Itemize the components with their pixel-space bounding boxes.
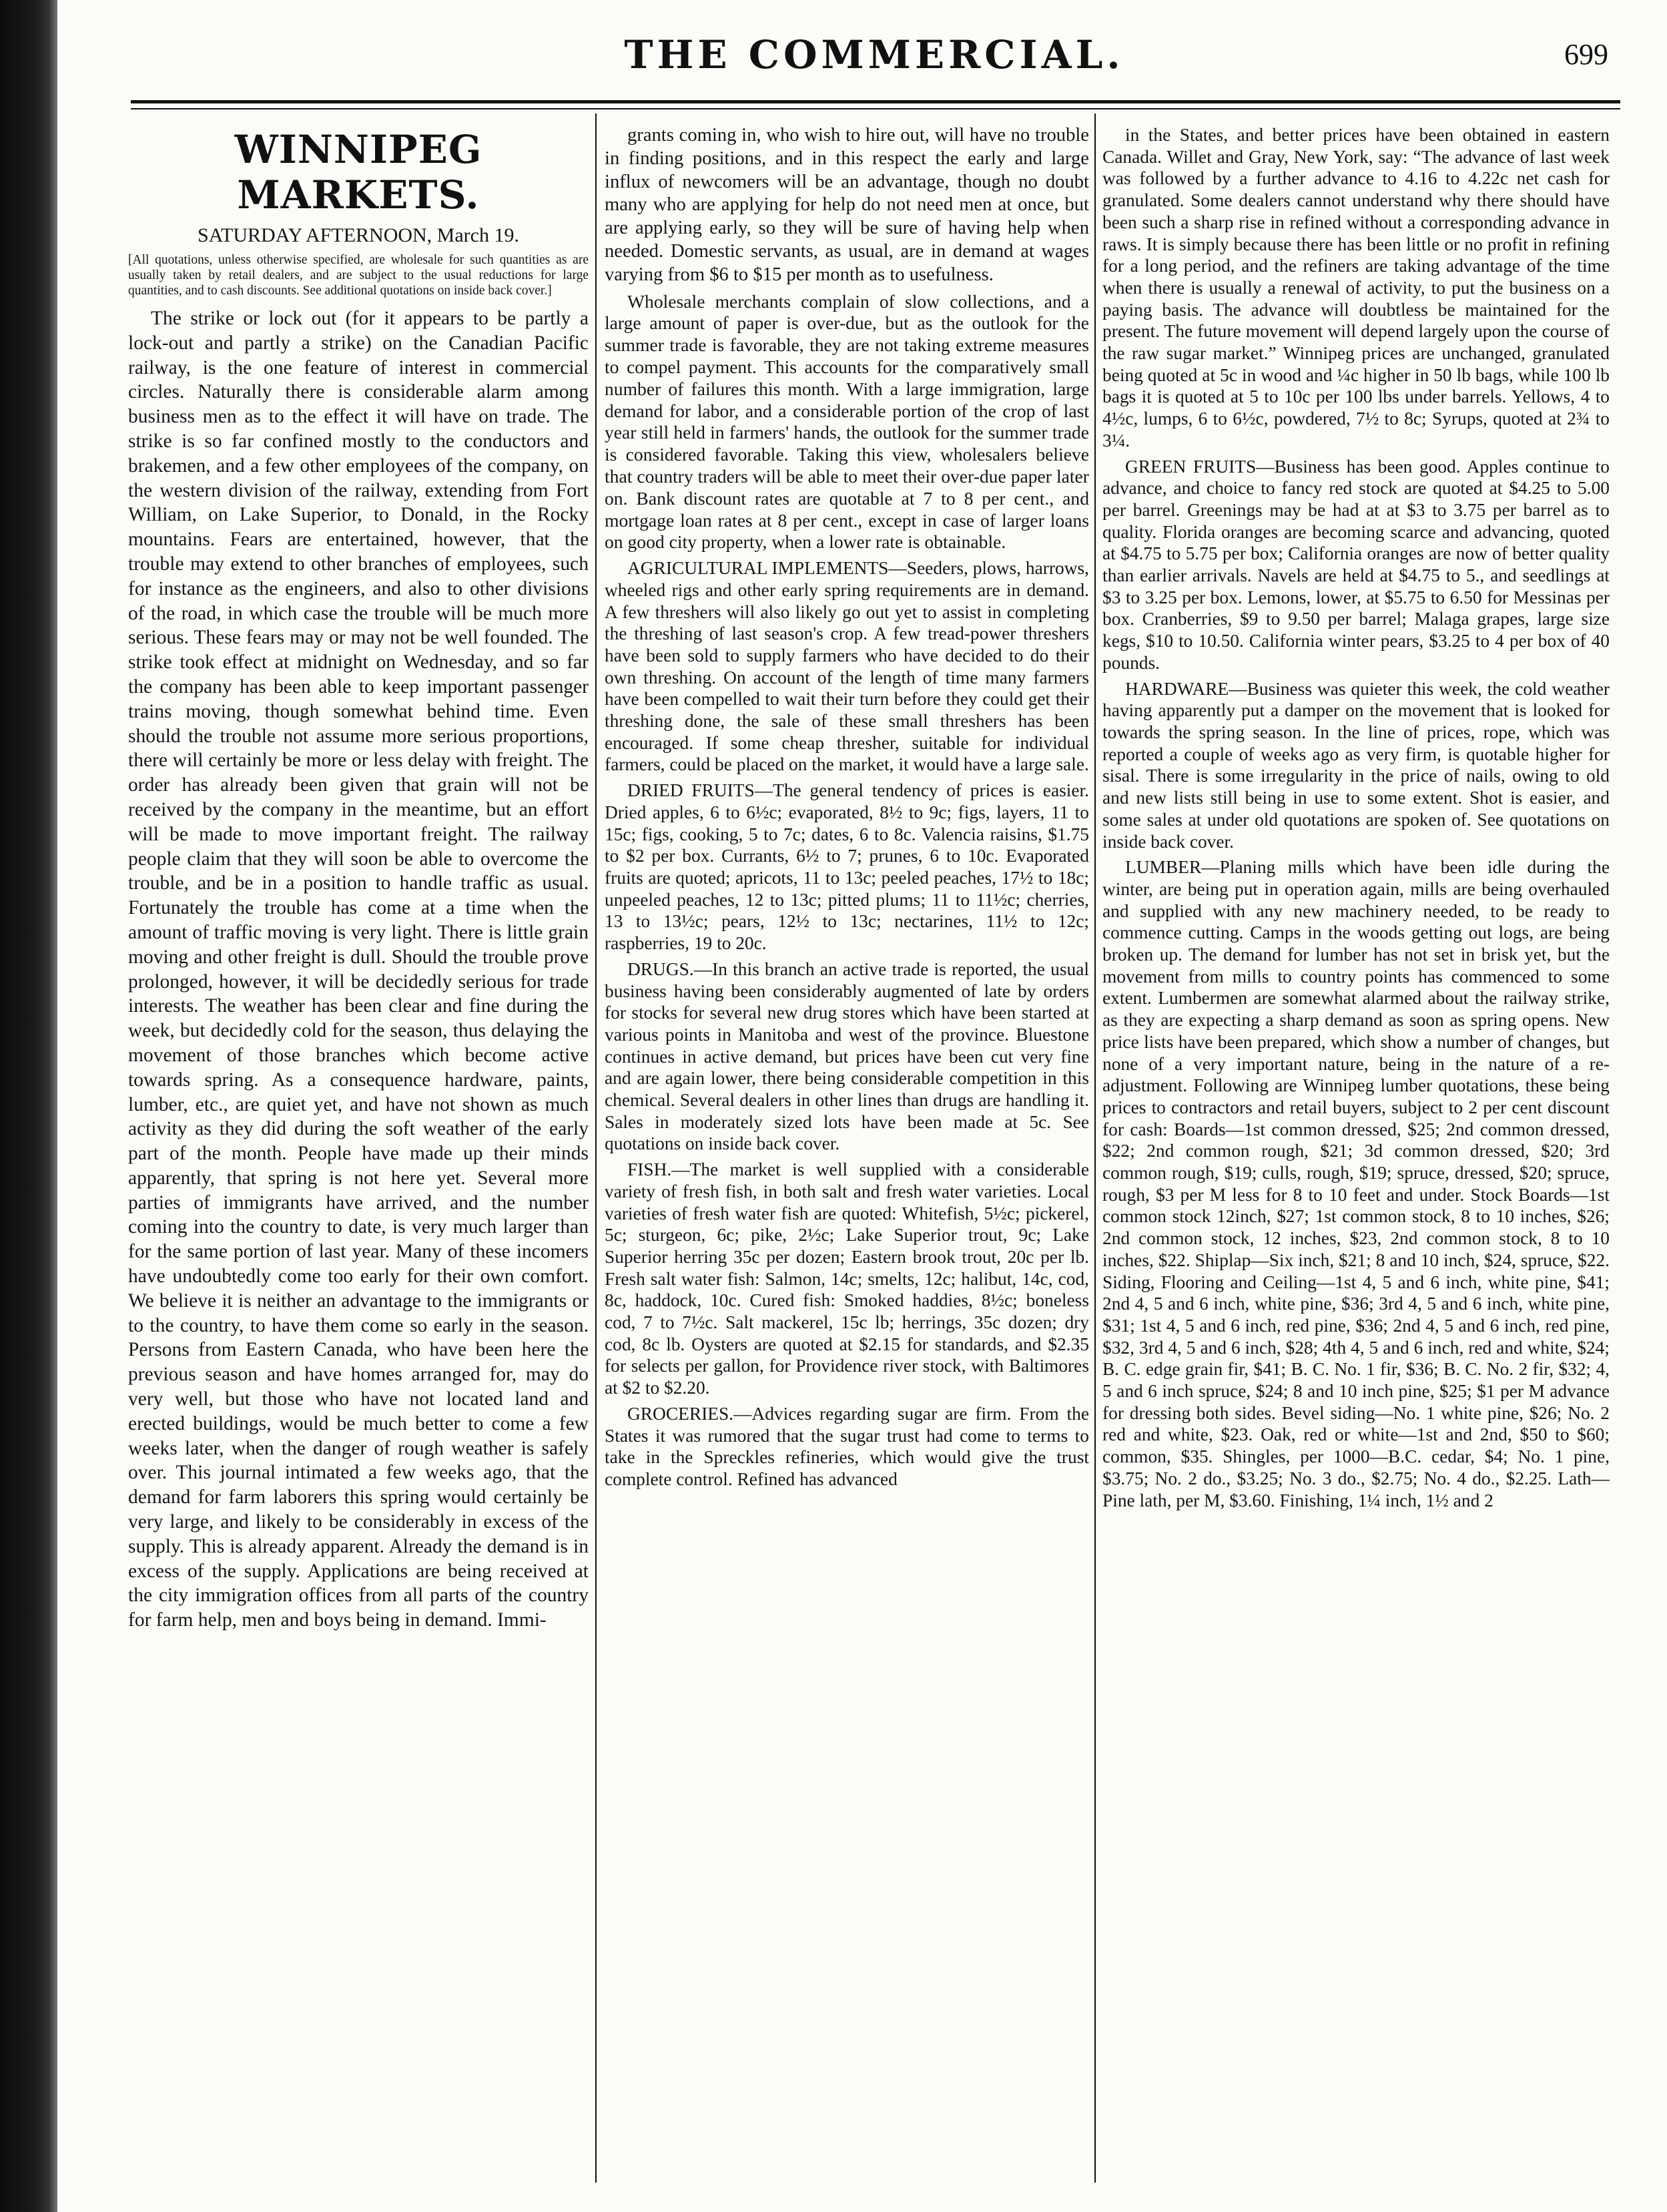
- column-1: [128, 124, 589, 2187]
- column-2: [605, 124, 1089, 2187]
- article-heading: WINNIPEG MARKETS.: [234, 127, 482, 218]
- column-1-paragraph: The strike or lock out (for it appears to be partly a lock-out and partly a strike) on the Canadian Pacific railway, is the one feature of interest in commercial circles. Naturally there is considerable alarm among business men as to the effect it will have on trade. The strike is so far confined mostly to the conductors and brakemen, and a few other employees of the company, on the western division of the railway, extending from Fort William, on Lake Superior, to Donald, in the Rocky mountains. Fears are entertained, however, that the trouble may extend to other branches of employees, such for instance as the engineers, and also to other divisions of the road, in which case the trouble will be much more serious. These fears may or may not be well founded. The strike took effect at midnight on Wednesday, and so far the company has been able to keep important passenger trains moving, though somewhat behind time. Even should the trouble not assume more serious proportions, there will certainly be more or less delay with freight. The order has already been given that grain will not be received by the company in the meantime, but an effort will be made to move important freight. The railway people claim that they will soon be able to overcome the trouble, and be in a position to handle traffic as usual. Fortunately the trouble has come at a time when the amount of traffic moving is very light. There is little grain moving and other freight is dull. Should the trouble prove prolonged, however, it will be decidedly serious for trade interests. The weather has been clear and fine during the week, but decidedly cold for the season, thus delaying the movement of those branches which become active towards spring. As a consequence hardware, paints, lumber, etc., are quiet yet, and have not shown as much activity as they did during the soft weather of the early part of the month. People have made up their minds apparently, that spring is not here yet. Several more parties of immigrants have arrived, and the number coming into the country to date, is very much larger than for the same portion of last year. Many of these incomers have undoubtedly come too early for their own comfort. We believe it is neither an advantage to the immigrants or to the country, to have them come so early in the season. Persons from Eastern Canada, who have been here the previous season and have homes arranged for, may do very well, but those who have not located land and erected buildings, would be much better to come a few weeks later, when the danger of rough weather is safely over. This journal intimated a few weeks ago, that the demand for farm laborers this spring would certainly be very large, and likely to be considerably in excess of the supply. This is already apparent. Already the demand is in excess of the supply. Applications are being received at the city immigration offices from all parts of the country for farm help, men and boys being in demand. Immi-: [128, 308, 589, 1631]
- market-section-lumber: LUMBER—Planing mills which have been idle during the winter, are being put in operation again, mills are being overhauled and supplied with any new machinery needed, to be ready to commence cutting. Camps in the woods getting out logs, are being broken up. The demand for lumber has not set in brisk yet, but the movement from mills to country points has commenced to some extent. Lumbermen are somewhat alarmed about the railway strike, as they are expecting a sharp demand as soon as spring opens. New price lists have been prepared, which show a number of changes, but none of a very important nature, being in the nature of a re-adjustment. Following are Winnipeg lumber quotations, these being prices to contractors and retail buyers, subject to 2 per cent discount for cash: Boards—1st common dressed, $25; 2nd common dressed, $22; 2nd common rough, $21; 3d common dressed, $20; 3rd common rough, $19; culls, rough, $19; spruce, dressed, $20; spruce, rough, $3 per M less for 8 to 10 feet and under. Stock Boards—1st common stock 12inch, $27; 1st common stock, 8 to 10 inches, $26; 2nd common stock, 12 inches, $23, 2nd common stock, 8 to 10 inches, $22. Shiplap—Six inch, $21; 8 and 10 inch, $24, spruce, $22. Siding, Flooring and Ceiling—1st 4, 5 and 6 inch, white pine, $41; 2nd 4, 5 and 6 inch, white pine, $36; 3rd 4, 5 and 6 inch, white pine, $31; 1st 4, 5 and 6 inch, red pine, $36; 2nd 4, 5 and 6 inch, red pine, $32, 3rd 4, 5 and 6 inch, $28; 4th 4, 5 and 6 inch, red and white, $24; B. C. edge grain fir, $41; B. C. No. 1 fir, $36; B. C. No. 2 fir, $32; 4, 5 and 6 inch spruce, $24; 8 and 10 inch pine, $25; $1 per M advance for dressing both sides. Bevel siding—No. 1 white pine, $26; No. 2 red and white, $23. Oak, red or white—1st and 2nd, $50 to $60; common, $35. Shingles, per 1000—B.C. cedar, $4; No. 1 pine, $3.75; No. 2 do., $3.25; No. 3 do., $2.75; No. 4 do., $2.25. Lath—Pine lath, per M, $3.60. Finishing, 1¼ inch, 1½ and 2: [1102, 857, 1610, 1510]
- quotations-note: [All quotations, unless otherwise specified, are wholesale for such quantities as are usually taken by retail dealers, and are subject to the usual reductions for large quantities, and to cash discounts. See additional quotations on inside back cover.]: [128, 253, 589, 298]
- market-section-hardware: HARDWARE—Business was quieter this week, the cold weather having apparently put a damper on the movement that is looked for towards the spring season. In the line of prices, rope, which was reported a couple of weeks ago as very firm, is quotable higher for sisal. There is some irregularity in the price of nails, owing to old and new lists still being in use to some extent. Shot is easier, and some sales at under old quotations are spoken of. See quotations on inside back cover.: [1102, 678, 1610, 852]
- binding-edge: [0, 0, 57, 2212]
- market-section-green-fruits: GREEN FRUITS—Business has been good. Apples continue to advance, and choice to fancy red stock are quoted at $4.25 to 5.00 per barrel. Greenings may be had at at $3 to 3.75 per barrel as to quality. Florida oranges are becoming scarce and advancing, quoted at $4.75 to 5.75 per box; California oranges are now of better quality than earlier arrivals. Navels are held at $4.75 to 5., and seedlings at $3 to 3.25 per box. Lemons, lower, at $5.75 to 6.50 for Messinas per box. Cranberries, $9 to 9.50 per barrel; Malaga grapes, large size kegs, $10 to 10.50. California winter pears, $3.25 to 4 per box of 40 pounds.: [1102, 456, 1610, 673]
- column-2-paragraph: Wholesale merchants complain of slow collections, and a large amount of paper is over-due, but as the outlook for the summer trade is favorable, they are not taking extreme measures to compel payment. This accounts for the comparatively small number of failures this month. With a large immigration, large demand for labor, and a considerable portion of the crop of last year still held in farmers' hands, the outlook for the summer trade is considered favorable. Taking this view, wholesalers believe that country traders will be able to meet their over-due paper later on. Bank discount rates are quotable at 7 to 8 per cent., and mortgage loan rates at 8 per cent., except in case of larger loans on good city property, when a lower rate is obtainable.: [605, 290, 1089, 553]
- column-rule-1: [595, 113, 597, 2183]
- header-rule-thin: [131, 108, 1620, 109]
- column-3-paragraph: in the States, and better prices have been obtained in eastern Canada. Willet and Gray, New York, say: “The advance of last week was followed by a further advance to 4.16 to 4.22c net cash for granulated. Some dealers cannot understand why there should have been such a sharp rise in refined without a corresponding advance in raws. It is simply because there has been little or no profit in refining for a long period, and the refiners are taking advantage of the time when there is usually a renewal of activity, to put the business on a paying basis. The advance will doubtless be maintained for the present. The future movement will depend largely upon the course of the raw sugar market.” Winnipeg prices are unchanged, granulated being quoted at 5c in wood and ¼c higher in 50 lb bags, while 100 lb bags it is quoted at 5 to 10c per 100 lbs under barrels. Yellows, 4 to 4½c, lumps, 6 to 6½c, powdered, 7½ to 8c; Syrups, quoted at 2¾ to 3¼.: [1102, 125, 1610, 451]
- running-head-title: THE COMMERCIAL.: [624, 32, 1124, 77]
- article-dateline: SATURDAY AFTERNOON, March 19.: [198, 224, 519, 246]
- column-rule-2: [1094, 113, 1096, 2183]
- running-head: [120, 27, 1628, 87]
- header-rule-thick: [131, 100, 1620, 103]
- market-section-drugs: DRUGS.—In this branch an active trade is reported, the usual business having been considerably augmented of late by orders for stocks for several new drug stores which have been started at various points in Manitoba and west of the province. Bluestone continues in active demand, but prices have been cut very fine and are again lower, there being considerable competition in this chemical. Several dealers in other lines than drugs are handling it. Sales in moderately sized lots have been made at 5c. See quotations on inside back cover.: [605, 958, 1089, 1154]
- market-section-agricultural-implements: AGRICULTURAL IMPLEMENTS—Seeders, plows, harrows, wheeled rigs and other early spring requirements are in demand. A few threshers will also likely go out yet to assist in completing the threshing of last season's crop. A few tread-power threshers have been sold to supply farmers who have decided to do their own threshing. On account of the length of time many farmers have been compelled to wait their turn before they could get their threshing done, the sale of these small threshers has been encouraged. If some cheap thresher, suitable for individual farmers, could be placed on the market, it would have a large sale.: [605, 558, 1089, 775]
- market-section-fish: FISH.—The market is well supplied with a considerable variety of fresh fish, in both salt and fresh water varieties. Local varieties of fresh water fish are quoted: Whitefish, 5½c; pickerel, 5c; sturgeon, 6c; pike, 2½c; Lake Superior trout, 9c; Lake Superior herring 35c per dozen; Eastern brook trout, 20c per lb. Fresh salt water fish: Salmon, 14c; smelts, 12c; halibut, 14c, cod, 8c, haddock, 10c. Cured fish: Smoked haddies, 8½c; boneless cod, 7 to 7½c. Salt mackerel, 15c lb; herrings, 35c dozen; dry cod, 8c lb. Oysters are quoted at $2.15 for standards, and $2.35 for selects per gallon, for Providence river stock, with Baltimores at $2 to $2.20.: [605, 1159, 1089, 1398]
- market-section-groceries: GROCERIES.—Advices regarding sugar are firm. From the States it was rumored that the sugar trust had come to terms to take in the Spreckles refineries, which would give the trust complete control. Refined has advanced: [605, 1403, 1089, 1489]
- page-number: 699: [1564, 38, 1608, 71]
- column-3: [1102, 124, 1610, 2187]
- market-section-dried-fruits: DRIED FRUITS—The general tendency of prices is easier. Dried apples, 6 to 6½c; evaporated, 8½ to 9c; figs, layers, 11 to 15c; figs, cooking, 5 to 7c; dates, 6 to 8c. Valencia raisins, $1.75 to $2 per box. Currants, 6½ to 7; prunes, 6 to 10c. Evaporated fruits are quoted; apricots, 11 to 13c; peeled peaches, 17½ to 18c; unpeeled peaches, 12 to 13c; pitted plums; 11 to 11½c; cherries, 13 to 13½c; pears, 12½ to 13c; nectarines, 11½ to 12c; raspberries, 19 to 20c.: [605, 780, 1089, 954]
- column-2-paragraph: grants coming in, who wish to hire out, will have no trouble in finding positions, and in this respect the early and large influx of newcomers will be an advantage, though no doubt many who are applying for help do not need men at once, but are applying early, so they will be sure of having help when needed. Domestic servants, as usual, are in demand at wages varying from $6 to $15 per month as to usefulness.: [605, 125, 1089, 285]
